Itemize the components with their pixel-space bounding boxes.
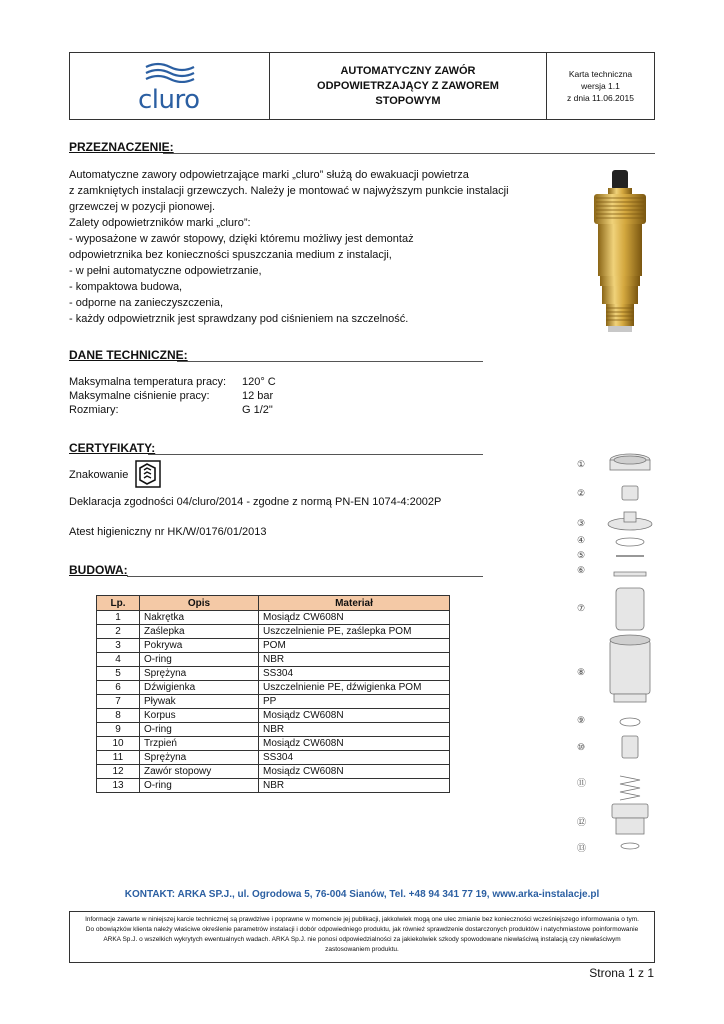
table-cell: 10 [97,737,140,751]
diagram-number: ⑧ [577,668,586,678]
divider [163,153,655,154]
card-info [547,53,654,119]
title-line: ODPOWIETRZAJĄCY Z ZAWOREM [317,79,499,92]
table-cell: 13 [97,779,140,793]
table-cell: NBR [259,779,450,793]
diagram-number: ② [577,489,586,499]
title-line: STOPOWYM [375,94,441,107]
table-row [97,779,450,793]
declaration-text: Deklaracja zgodności 04/cluro/2014 - zgodne z normą PN-EN 1074-4:2002P [69,496,442,508]
construction-mark-icon [135,460,161,488]
table-row [97,723,450,737]
text-line: - wyposażone w zawór stopowy, dzięki któremu możliwy jest demontaż [69,233,414,245]
diagram-number: ① [577,460,586,470]
card-version: wersja 1.1 [581,81,620,91]
document-header [69,52,655,120]
table-row [97,667,450,681]
diagram-number: ⑫ [577,818,587,828]
table-cell: O-ring [140,723,259,737]
diagram-number: ⑬ [577,844,587,854]
table-cell: Pływak [140,695,259,709]
table-cell: O-ring [140,779,259,793]
text-line: Automatyczne zawory odpowietrzające marki „cluro” służą do ewakuacji powietrza [69,169,469,181]
table-row [97,681,450,695]
card-type: Karta techniczna [568,69,633,79]
table-cell: Dźwigienka [140,681,259,695]
table-cell: Sprężyna [140,667,259,681]
purpose-text [69,167,529,327]
table-cell: 12 [97,765,140,779]
build-heading: BUDOWA: [69,563,128,577]
tech-label: Maksymalne ciśnienie pracy: [69,390,210,402]
table-cell: POM [259,639,450,653]
table-cell: NBR [259,653,450,667]
tech-value: 12 bar [242,390,274,402]
certs-heading: CERTYFIKATY: [69,441,156,455]
table-cell: Trzpień [140,737,259,751]
table-cell: O-ring [140,653,259,667]
tech-row [69,403,273,417]
table-row [97,737,450,751]
text-line: - każdy odpowietrznik jest sprawdzany pod ciśnieniem na szczelność. [69,313,409,325]
diagram-number: ⑩ [577,743,586,753]
table-row [97,695,450,709]
table-cell: Pokrywa [140,639,259,653]
valve-photo [588,168,652,336]
table-cell: 1 [97,611,140,625]
table-cell: 9 [97,723,140,737]
text-line: Zalety odpowietrzników marki „cluro”: [69,217,251,229]
table-cell: Mosiądz CW608N [259,737,450,751]
table-row [97,653,450,667]
logo-text: cluro [138,85,200,115]
table-cell: 8 [97,709,140,723]
title-line: AUTOMATYCZNY ZAWÓR [340,64,476,77]
column-header: Materiał [259,596,450,611]
table-row [97,709,450,723]
text-line: odpowietrznika bez konieczności spuszczania medium z instalacji, [69,249,392,261]
logo-cell [70,53,270,119]
tech-label: Maksymalna temperatura pracy: [69,376,227,388]
exploded-diagram [596,452,666,856]
table-row [97,765,450,779]
table-cell: 3 [97,639,140,653]
table-cell: PP [259,695,450,709]
table-cell: 5 [97,667,140,681]
text-line: - w pełni automatyczne odpowietrzanie, [69,265,262,277]
marking-label: Znakowanie [69,469,129,481]
table-cell: Korpus [140,709,259,723]
table-cell: Sprężyna [140,751,259,765]
table-row [97,751,450,765]
divider [177,361,483,362]
text-line: z zamkniętych instalacji grzewczych. Należy je montować w najwyższym punkcie instalacji [69,185,509,197]
table-cell: Mosiądz CW608N [259,765,450,779]
tech-label: Rozmiary: [69,404,119,416]
table-cell: Uszczelnienie PE, zaślepka POM [259,625,450,639]
tech-row [69,375,276,389]
document-title [270,53,547,119]
column-header: Opis [140,596,259,611]
text-line: - kompaktowa budowa, [69,281,183,293]
diagram-number: ③ [577,519,586,529]
tech-row [69,389,273,403]
diagram-number: ④ [577,536,586,546]
logo-waves-icon [144,61,196,83]
table-cell: 7 [97,695,140,709]
table-cell: NBR [259,723,450,737]
text-line: - odporne na zanieczyszczenia, [69,297,224,309]
page-number: Strona 1 z 1 [589,966,654,980]
table-row [97,611,450,625]
table-header-row [97,596,450,611]
tech-value: 120° C [242,376,276,388]
purpose-heading: PRZEZNACZENIE: [69,140,174,154]
diagram-number: ⑦ [577,604,586,614]
divider [127,576,483,577]
card-date: z dnia 11.06.2015 [567,93,634,103]
tech-value: G 1/2" [242,404,273,416]
table-cell: Mosiądz CW608N [259,709,450,723]
table-cell: Nakrętka [140,611,259,625]
table-cell: Mosiądz CW608N [259,611,450,625]
text-line: grzewczej w pozycji pionowej. [69,201,216,213]
table-cell: 4 [97,653,140,667]
disclaimer: Informacje zawarte w niniejszej karcie technicznej są prawdziwe i poprawne w momencie jej publikacji, jakkolwiek mogą one ulec zmianie bez konieczności wcześniejszego informowania o tym. Do obowiązków klienta należy właściwe określenie parametrów instalacji i dobór odpowiedniego produktu, jak również sprawdzenie dostarczonych produktów i natychmiastowe poinformowanie ARKA Sp.J. o wszelkich wykrytych ewentualnych wadach. ARKA Sp.J. nie ponosi odpowiedzialności za jakiekolwiek szkody spowodowane niewłaściwą instalacją czy niewłaściwym zastosowaniem produktu. [69,911,655,963]
tech-heading: DANE TECHNICZNE: [69,348,188,362]
table-cell: 11 [97,751,140,765]
diagram-number: ⑪ [577,779,587,789]
contact-info: KONTAKT: ARKA SP.J., ul. Ogrodowa 5, 76-004 Sianów, Tel. +48 94 341 77 19, www.arka-instalacje.pl [124,889,600,900]
table-cell: Zaślepka [140,625,259,639]
hygiene-text: Atest higieniczny nr HK/W/0176/01/2013 [69,526,267,538]
table-cell: Zawór stopowy [140,765,259,779]
column-header: Lp. [97,596,140,611]
table-cell: 6 [97,681,140,695]
diagram-number: ⑨ [577,716,586,726]
divider [148,454,483,455]
table-cell: SS304 [259,667,450,681]
table-cell: 2 [97,625,140,639]
table-row [97,625,450,639]
table-cell: SS304 [259,751,450,765]
diagram-number: ⑥ [577,566,586,576]
parts-table [96,595,450,793]
table-row [97,639,450,653]
diagram-number: ⑤ [577,551,586,561]
table-cell: Uszczelnienie PE, dźwigienka POM [259,681,450,695]
